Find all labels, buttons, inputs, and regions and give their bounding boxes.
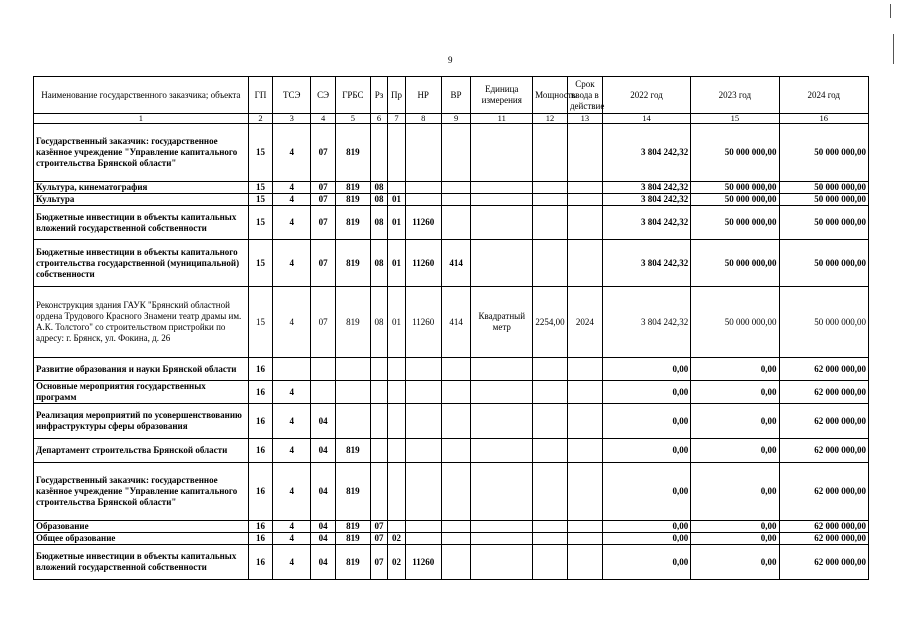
header-pr: Пр: [388, 77, 405, 114]
term-cell: 2024: [567, 287, 602, 358]
capacity-cell: 2254,00: [533, 287, 568, 358]
vr-cell: 414: [441, 287, 471, 358]
term-cell: [567, 240, 602, 287]
amount-2022: 3 804 242,32: [602, 194, 690, 206]
unit-cell: [471, 206, 533, 240]
gp-cell: 15: [248, 240, 273, 287]
header-2022: 2022 год: [602, 77, 690, 114]
nr-cell: [405, 358, 441, 381]
amount-2023: 0,00: [691, 533, 779, 545]
table-row: [34, 439, 869, 463]
capacity-cell: [533, 439, 568, 463]
vr-cell: [441, 206, 471, 240]
rz-cell: [370, 358, 387, 381]
tse-cell: 4: [273, 240, 311, 287]
amount-2022: 0,00: [602, 533, 690, 545]
rz-cell: 07: [370, 521, 387, 533]
grbs-cell: 819: [335, 439, 370, 463]
header-tse: ТСЭ: [273, 77, 311, 114]
header-2024: 2024 год: [779, 77, 869, 114]
row-name: Общее образование: [34, 533, 249, 545]
vr-cell: [441, 533, 471, 545]
se-cell: 07: [311, 206, 336, 240]
column-number-row: [34, 114, 869, 124]
amount-2023: 50 000 000,00: [691, 240, 779, 287]
amount-2023: 50 000 000,00: [691, 182, 779, 194]
pr-cell: [388, 182, 405, 194]
amount-2024: 62 000 000,00: [779, 521, 869, 533]
unit-cell: [471, 404, 533, 439]
amount-2024: 62 000 000,00: [779, 545, 869, 580]
gp-cell: 16: [248, 358, 273, 381]
table-row: [34, 533, 869, 545]
unit-cell: [471, 545, 533, 580]
amount-2024: 50 000 000,00: [779, 194, 869, 206]
row-name: Основные мероприятия государственных программ: [34, 381, 249, 404]
amount-2023: 50 000 000,00: [691, 287, 779, 358]
nr-cell: 11260: [405, 287, 441, 358]
gp-cell: 16: [248, 521, 273, 533]
rz-cell: [370, 404, 387, 439]
gp-cell: 15: [248, 287, 273, 358]
pr-cell: [388, 404, 405, 439]
table-row: [34, 206, 869, 240]
amount-2024: 62 000 000,00: [779, 463, 869, 521]
gp-cell: 15: [248, 194, 273, 206]
capacity-cell: [533, 545, 568, 580]
vr-cell: [441, 545, 471, 580]
row-name: Бюджетные инвестиции в объекты капитальных вложений государственной собственности: [34, 206, 249, 240]
capacity-cell: [533, 404, 568, 439]
pr-cell: [388, 124, 405, 182]
grbs-cell: [335, 358, 370, 381]
unit-cell: Квадратный метр: [471, 287, 533, 358]
nr-cell: [405, 194, 441, 206]
unit-cell: [471, 439, 533, 463]
grbs-cell: 819: [335, 533, 370, 545]
se-cell: 07: [311, 124, 336, 182]
rz-cell: 08: [370, 194, 387, 206]
amount-2023: 50 000 000,00: [691, 194, 779, 206]
row-name: Департамент строительства Брянской области: [34, 439, 249, 463]
grbs-cell: 819: [335, 182, 370, 194]
term-cell: [567, 404, 602, 439]
grbs-cell: 819: [335, 521, 370, 533]
tse-cell: [273, 358, 311, 381]
grbs-cell: [335, 381, 370, 404]
amount-2023: 0,00: [691, 404, 779, 439]
pr-cell: [388, 381, 405, 404]
table-row: [34, 404, 869, 439]
capacity-cell: [533, 182, 568, 194]
vr-cell: 414: [441, 240, 471, 287]
nr-cell: [405, 439, 441, 463]
header-term: Срок ввода в действие: [567, 77, 602, 114]
table-row: [34, 287, 869, 358]
table-row: [34, 182, 869, 194]
amount-2023: 50 000 000,00: [691, 206, 779, 240]
amount-2024: 50 000 000,00: [779, 124, 869, 182]
row-name: Бюджетные инвестиции в объекты капитальных вложений государственной собственности: [34, 545, 249, 580]
unit-cell: [471, 182, 533, 194]
term-cell: [567, 206, 602, 240]
gp-cell: 16: [248, 545, 273, 580]
column-number: 7: [388, 114, 405, 124]
rz-cell: [370, 463, 387, 521]
row-name: Культура: [34, 194, 249, 206]
grbs-cell: 819: [335, 194, 370, 206]
amount-2022: 3 804 242,32: [602, 206, 690, 240]
capacity-cell: [533, 206, 568, 240]
row-name: Государственный заказчик: государственное казённое учреждение "Управление капитального строительства Брянской области": [34, 463, 249, 521]
nr-cell: 11260: [405, 206, 441, 240]
capacity-cell: [533, 240, 568, 287]
capacity-cell: [533, 521, 568, 533]
gp-cell: 15: [248, 182, 273, 194]
gp-cell: 16: [248, 404, 273, 439]
rz-cell: 08: [370, 240, 387, 287]
column-number: 15: [691, 114, 779, 124]
amount-2024: 50 000 000,00: [779, 182, 869, 194]
row-name: Развитие образования и науки Брянской области: [34, 358, 249, 381]
amount-2022: 0,00: [602, 545, 690, 580]
amount-2024: 62 000 000,00: [779, 358, 869, 381]
amount-2024: 50 000 000,00: [779, 287, 869, 358]
term-cell: [567, 533, 602, 545]
table-row: [34, 194, 869, 206]
tse-cell: 4: [273, 206, 311, 240]
column-number: 13: [567, 114, 602, 124]
column-number: 16: [779, 114, 869, 124]
gp-cell: 16: [248, 533, 273, 545]
unit-cell: [471, 533, 533, 545]
vr-cell: [441, 463, 471, 521]
table-row: [34, 381, 869, 404]
pr-cell: 02: [388, 545, 405, 580]
column-number: 9: [441, 114, 471, 124]
tse-cell: 4: [273, 439, 311, 463]
amount-2024: 62 000 000,00: [779, 439, 869, 463]
amount-2022: 3 804 242,32: [602, 124, 690, 182]
amount-2022: 0,00: [602, 404, 690, 439]
term-cell: [567, 182, 602, 194]
pr-cell: 01: [388, 287, 405, 358]
pr-cell: 01: [388, 240, 405, 287]
se-cell: 07: [311, 194, 336, 206]
gp-cell: 16: [248, 381, 273, 404]
term-cell: [567, 124, 602, 182]
amount-2023: 0,00: [691, 463, 779, 521]
header-unit: Единица измерения: [471, 77, 533, 114]
se-cell: 04: [311, 404, 336, 439]
header-gp: ГП: [248, 77, 273, 114]
capacity-cell: [533, 124, 568, 182]
nr-cell: [405, 533, 441, 545]
table-row: [34, 521, 869, 533]
vr-cell: [441, 124, 471, 182]
nr-cell: [405, 463, 441, 521]
column-number: 6: [370, 114, 387, 124]
tse-cell: 4: [273, 381, 311, 404]
se-cell: 07: [311, 182, 336, 194]
se-cell: 04: [311, 545, 336, 580]
row-name: Реализация мероприятий по усовершенствованию инфраструктуры сферы образования: [34, 404, 249, 439]
column-number: 4: [311, 114, 336, 124]
table-row: [34, 240, 869, 287]
tse-cell: 4: [273, 404, 311, 439]
amount-2024: 50 000 000,00: [779, 206, 869, 240]
rz-cell: [370, 439, 387, 463]
tse-cell: 4: [273, 533, 311, 545]
grbs-cell: 819: [335, 206, 370, 240]
gp-cell: 15: [248, 124, 273, 182]
se-cell: 07: [311, 287, 336, 358]
pr-cell: [388, 463, 405, 521]
tse-cell: 4: [273, 463, 311, 521]
rz-cell: [370, 381, 387, 404]
tse-cell: 4: [273, 545, 311, 580]
vr-cell: [441, 521, 471, 533]
capacity-cell: [533, 463, 568, 521]
tse-cell: 4: [273, 287, 311, 358]
se-cell: [311, 381, 336, 404]
column-number: 1: [34, 114, 249, 124]
amount-2022: 3 804 242,32: [602, 240, 690, 287]
tse-cell: 4: [273, 182, 311, 194]
amount-2022: 0,00: [602, 381, 690, 404]
capacity-cell: [533, 381, 568, 404]
pr-cell: 01: [388, 194, 405, 206]
column-number: 14: [602, 114, 690, 124]
term-cell: [567, 521, 602, 533]
amount-2024: 62 000 000,00: [779, 404, 869, 439]
se-cell: 04: [311, 521, 336, 533]
nr-cell: 11260: [405, 240, 441, 287]
vr-cell: [441, 182, 471, 194]
page-number: 9: [448, 55, 453, 65]
amount-2022: 0,00: [602, 521, 690, 533]
row-name: Государственный заказчик: государственное казённое учреждение "Управление капитального строительства Брянской области": [34, 124, 249, 182]
header-2023: 2023 год: [691, 77, 779, 114]
scan-edge-mark: [890, 4, 891, 18]
se-cell: 04: [311, 439, 336, 463]
amount-2023: 0,00: [691, 381, 779, 404]
grbs-cell: [335, 404, 370, 439]
unit-cell: [471, 194, 533, 206]
table-row: [34, 358, 869, 381]
column-number: 3: [273, 114, 311, 124]
header-capacity: Мощность: [533, 77, 568, 114]
term-cell: [567, 463, 602, 521]
nr-cell: [405, 124, 441, 182]
unit-cell: [471, 381, 533, 404]
tse-cell: 4: [273, 521, 311, 533]
table-header-row: [34, 77, 869, 114]
vr-cell: [441, 404, 471, 439]
se-cell: [311, 358, 336, 381]
vr-cell: [441, 194, 471, 206]
row-name: Культура, кинематография: [34, 182, 249, 194]
grbs-cell: 819: [335, 240, 370, 287]
rz-cell: 07: [370, 533, 387, 545]
amount-2023: 0,00: [691, 439, 779, 463]
grbs-cell: 819: [335, 124, 370, 182]
budget-table: [33, 76, 869, 580]
amount-2022: 3 804 242,32: [602, 287, 690, 358]
amount-2022: 0,00: [602, 439, 690, 463]
column-number: 12: [533, 114, 568, 124]
unit-cell: [471, 124, 533, 182]
capacity-cell: [533, 533, 568, 545]
table-row: [34, 545, 869, 580]
pr-cell: 02: [388, 533, 405, 545]
tse-cell: 4: [273, 124, 311, 182]
se-cell: 04: [311, 533, 336, 545]
tse-cell: 4: [273, 194, 311, 206]
rz-cell: 08: [370, 206, 387, 240]
rz-cell: 08: [370, 287, 387, 358]
amount-2022: 0,00: [602, 358, 690, 381]
gp-cell: 15: [248, 206, 273, 240]
vr-cell: [441, 439, 471, 463]
row-name: Бюджетные инвестиции в объекты капитального строительства государственной (муниципальной) собственности: [34, 240, 249, 287]
unit-cell: [471, 240, 533, 287]
gp-cell: 16: [248, 463, 273, 521]
unit-cell: [471, 463, 533, 521]
grbs-cell: 819: [335, 545, 370, 580]
grbs-cell: 819: [335, 463, 370, 521]
amount-2022: 0,00: [602, 463, 690, 521]
vr-cell: [441, 381, 471, 404]
nr-cell: 11260: [405, 545, 441, 580]
table-row: [34, 124, 869, 182]
rz-cell: 08: [370, 182, 387, 194]
term-cell: [567, 381, 602, 404]
row-name: Реконструкция здания ГАУК "Брянский областной ордена Трудового Красного Знамени театр драмы им. А.К. Толстого" со строительством пристройки по адресу: г. Брянск, ул. Фокина, д. 26: [34, 287, 249, 358]
amount-2024: 62 000 000,00: [779, 381, 869, 404]
header-rz: Рз: [370, 77, 387, 114]
header-vr: ВР: [441, 77, 471, 114]
se-cell: 04: [311, 463, 336, 521]
header-se: СЭ: [311, 77, 336, 114]
term-cell: [567, 194, 602, 206]
row-name: Образование: [34, 521, 249, 533]
nr-cell: [405, 381, 441, 404]
table-row: [34, 463, 869, 521]
term-cell: [567, 358, 602, 381]
column-number: 2: [248, 114, 273, 124]
amount-2022: 3 804 242,32: [602, 182, 690, 194]
nr-cell: [405, 521, 441, 533]
term-cell: [567, 439, 602, 463]
header-name: Наименование государственного заказчика; объекта: [34, 77, 249, 114]
amount-2023: 0,00: [691, 521, 779, 533]
amount-2023: 0,00: [691, 358, 779, 381]
amount-2023: 0,00: [691, 545, 779, 580]
amount-2024: 62 000 000,00: [779, 533, 869, 545]
header-nr: НР: [405, 77, 441, 114]
rz-cell: [370, 124, 387, 182]
amount-2024: 50 000 000,00: [779, 240, 869, 287]
term-cell: [567, 545, 602, 580]
gp-cell: 16: [248, 439, 273, 463]
rz-cell: 07: [370, 545, 387, 580]
pr-cell: [388, 521, 405, 533]
capacity-cell: [533, 358, 568, 381]
column-number: 11: [471, 114, 533, 124]
nr-cell: [405, 182, 441, 194]
unit-cell: [471, 358, 533, 381]
pr-cell: [388, 358, 405, 381]
nr-cell: [405, 404, 441, 439]
grbs-cell: 819: [335, 287, 370, 358]
scan-edge-mark: [893, 34, 894, 64]
column-number: 8: [405, 114, 441, 124]
capacity-cell: [533, 194, 568, 206]
column-number: 5: [335, 114, 370, 124]
se-cell: 07: [311, 240, 336, 287]
amount-2023: 50 000 000,00: [691, 124, 779, 182]
pr-cell: 01: [388, 206, 405, 240]
vr-cell: [441, 358, 471, 381]
header-grbs: ГРБС: [335, 77, 370, 114]
pr-cell: [388, 439, 405, 463]
unit-cell: [471, 521, 533, 533]
